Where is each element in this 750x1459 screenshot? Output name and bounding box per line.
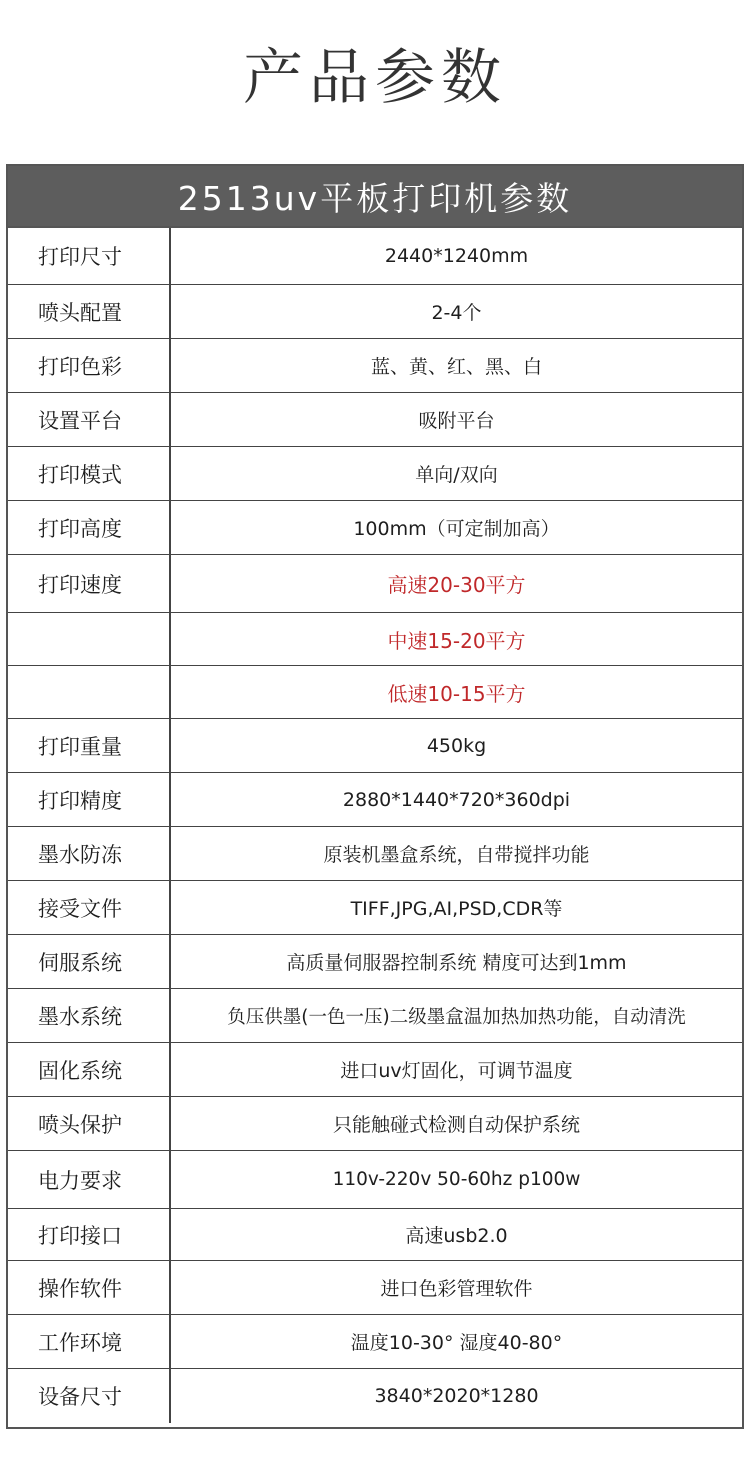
row-value: 进口色彩管理软件 (380, 1278, 533, 1300)
table-row (8, 827, 742, 881)
row-value: TIFF,JPG,AI,PSD,CDR等 (350, 898, 563, 920)
table-row (8, 935, 742, 989)
table-row (8, 666, 742, 719)
table-row (8, 285, 742, 339)
row-label: 接受文件 (8, 881, 171, 934)
row-label: 打印精度 (8, 773, 171, 826)
row-label: 墨水防冻 (8, 827, 171, 880)
table-row (8, 1369, 742, 1423)
table-row (8, 719, 742, 773)
table-row (8, 1209, 742, 1261)
row-value: 原装机墨盒系统，自带搅拌功能 (323, 844, 590, 866)
page-title: 产品参数 (243, 43, 507, 113)
row-label: 打印高度 (8, 501, 171, 554)
table-row (8, 393, 742, 447)
row-value: 温度10-30° 湿度40-80° (350, 1332, 563, 1354)
table-row (8, 773, 742, 827)
row-value: 450kg (426, 734, 487, 757)
row-value: 2440*1240mm (384, 245, 529, 267)
table-row (8, 1315, 742, 1369)
row-label: 打印速度 (8, 555, 171, 612)
table-row (8, 1151, 742, 1209)
row-value: 高速usb2.0 (405, 1225, 508, 1247)
row-value: 110v-220v 50-60hz p100w (332, 1169, 581, 1190)
row-value: 2-4个 (431, 302, 482, 324)
table-row (8, 1261, 742, 1315)
row-label: 打印接口 (8, 1209, 171, 1260)
row-label: 墨水系统 (8, 989, 171, 1042)
row-value: 3840*2020*1280 (374, 1385, 539, 1407)
table-body (8, 228, 742, 1423)
row-value: 负压供墨(一色一压)二级墨盒温加热加热功能，自动清洗 (227, 1006, 686, 1028)
row-label: 设置平台 (8, 393, 171, 446)
row-value: 100mm（可定制加高） (353, 518, 560, 540)
row-label: 设备尺寸 (8, 1369, 171, 1423)
row-value: 低速10-15平方 (387, 681, 526, 706)
row-value: 吸附平台 (418, 410, 495, 432)
row-value: 2880*1440*720*360dpi (342, 788, 571, 811)
table-row (8, 555, 742, 613)
table-row (8, 613, 742, 666)
table-row (8, 881, 742, 935)
row-value: 高速20-30平方 (387, 573, 526, 597)
row-label: 打印重量 (8, 719, 171, 772)
row-label (8, 613, 171, 665)
row-label (8, 666, 171, 718)
row-label: 打印色彩 (8, 339, 171, 392)
row-label: 工作环境 (8, 1315, 171, 1368)
table-header: 2513uv平板打印机参数 (8, 166, 742, 228)
row-label: 打印尺寸 (8, 228, 171, 284)
table-row (8, 447, 742, 501)
table-row (8, 228, 742, 285)
row-value: 高质量伺服器控制系统 精度可达到1mm (286, 952, 627, 974)
row-label: 伺服系统 (8, 935, 171, 988)
table-row (8, 989, 742, 1043)
table-row (8, 1097, 742, 1151)
row-value: 蓝、黄、红、黑、白 (370, 356, 542, 378)
row-label: 打印模式 (8, 447, 171, 500)
row-label: 操作软件 (8, 1261, 171, 1314)
table-row (8, 339, 742, 393)
row-label: 电力要求 (8, 1151, 171, 1208)
row-value: 只能触碰式检测自动保护系统 (332, 1114, 580, 1136)
row-label: 固化系统 (8, 1043, 171, 1096)
row-value: 进口uv灯固化，可调节温度 (340, 1060, 573, 1082)
row-value: 单向/双向 (415, 464, 498, 486)
table-row (8, 1043, 742, 1097)
row-label: 喷头配置 (8, 285, 171, 338)
row-label: 喷头保护 (8, 1097, 171, 1150)
row-value: 中速15-20平方 (387, 628, 526, 653)
spec-table (6, 164, 744, 1429)
table-row (8, 501, 742, 555)
